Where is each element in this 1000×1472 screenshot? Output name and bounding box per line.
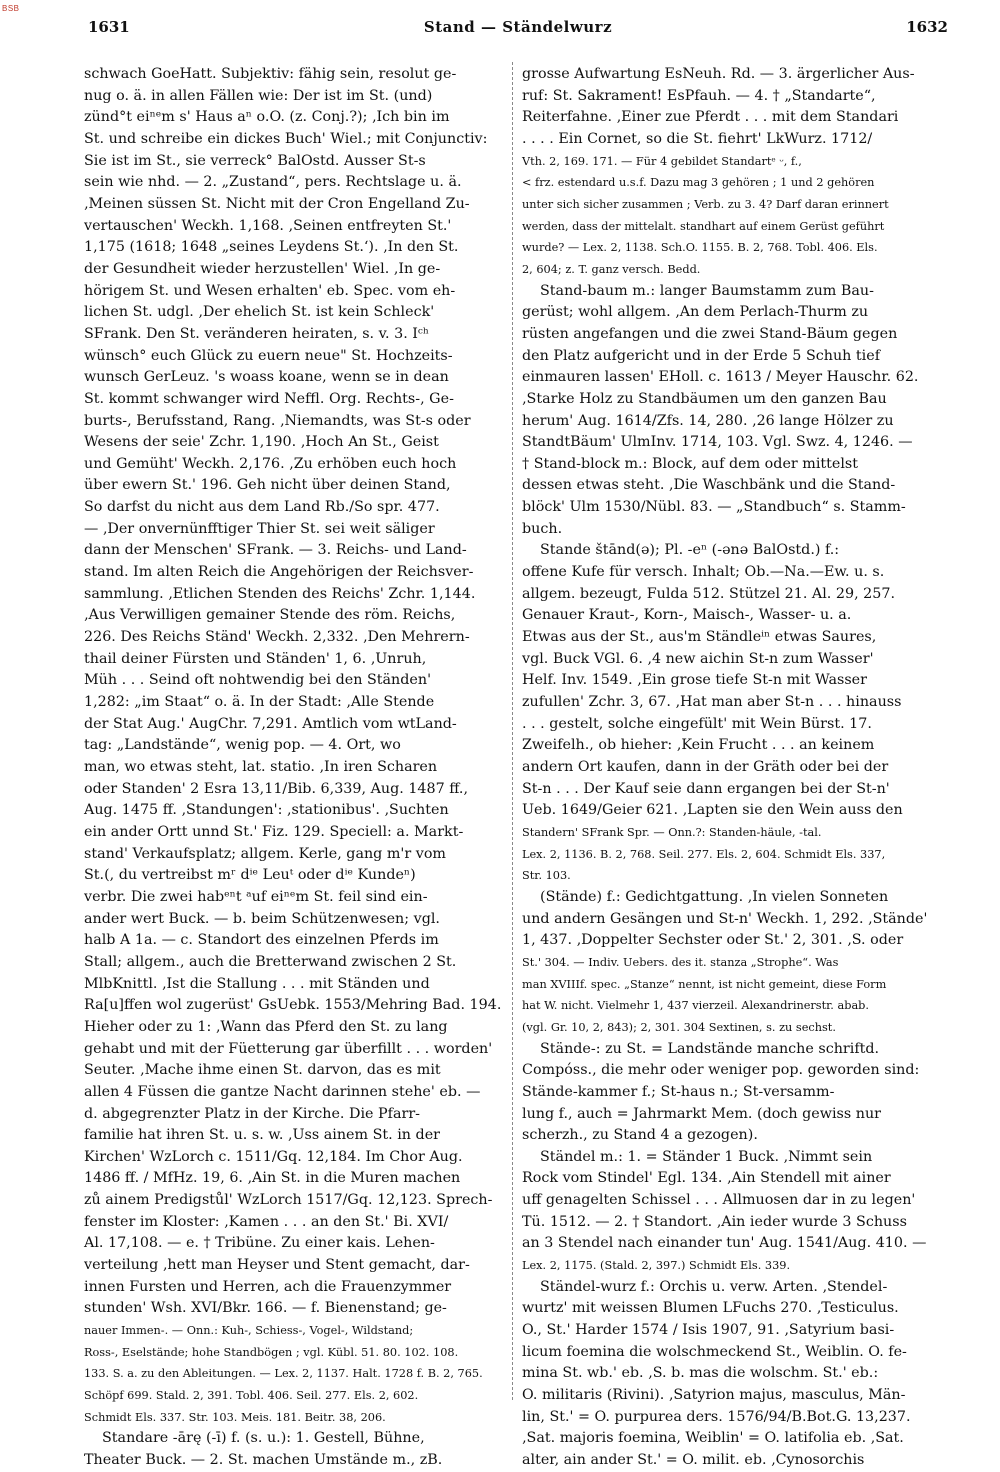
text-line: andern Ort kaufen, dann in der Gräth oder bei der [522, 759, 889, 775]
text-line: Stande štānd(ə); Pl. -eⁿ (-ənə BalOstd.) f.: [540, 542, 840, 559]
text-line: sein wie nhd. — 2. „Zustand“, pers. Rechtslage u. ä. [84, 174, 462, 191]
text-line: Kirchen' WzLorch c. 1511/Gq. 12,184. Im Chor Aug. [84, 1148, 463, 1165]
text-line: lichen St. udgl. ‚Der ehelich St. ist kein Schleck' [84, 304, 435, 321]
text-line: Müh . . . Seind oft nohtwendig bei den Ständen' [84, 672, 431, 689]
text-line: lung f., auch = Jahrmarkt Mem. (doch gewiss nur [522, 1105, 882, 1122]
text-line: man, wo etwas steht, lat. statio. ‚In iren Scharen [84, 759, 438, 775]
text-line: schwach GoeHatt. Subjektiv: fähig sein, resolut ge- [84, 66, 457, 82]
text-line: Standare -ārę (-ī) f. (s. u.): 1. Gestell, Bühne, [102, 1430, 425, 1447]
text-line: herum' Aug. 1614/Zfs. 14, 280. ‚26 lange Hölzer zu [522, 412, 894, 429]
text-line: Ständel-wurz f.: Orchis u. verw. Arten. ‚Stendel- [540, 1278, 888, 1295]
text-line: 133. S. a. zu den Ableitungen. — Lex. 2, 1137. Halt. 1728 f. B. 2, 765. [84, 1367, 483, 1381]
text-line: (vgl. Gr. 10, 2, 843); 2, 301. 304 Sextinen, s. zu sechst. [522, 1020, 836, 1034]
text-line: 1486 ff. / MfHz. 19, 6. ‚Ain St. in die Muren machen [84, 1170, 461, 1187]
text-line: ‚Meinen süssen St. Nicht mit der Cron Engelland Zu- [84, 195, 470, 212]
text-line: und Gemüht' Weckh. 2,176. ‚Zu erhöben euch hoch [84, 455, 457, 472]
text-line: 1, 437. ‚Doppelter Sechster oder St.' 2, 301. ‚S. oder [522, 932, 904, 949]
left-column [84, 64, 516, 1468]
text-line: SFrank. Den St. veränderen heiraten, s. v. 3. Iᶜʰ [84, 325, 430, 342]
text-line: stunden' Wsh. XVI/Bkr. 166. — f. Bienenstand; ge- [84, 1300, 447, 1317]
text-line: zufullen' Zchr. 3, 67. ‚Hat man aber St-n . . . hinauss [522, 694, 902, 711]
text-line: Lex. 2, 1175. (Stald. 2, 397.) Schmidt Els. 339. [522, 1259, 791, 1273]
text-line: Etwas aus der St., aus'm Ständleⁱⁿ etwas Saures, [522, 629, 877, 646]
text-line: an 3 Stendel nach einander tun' Aug. 1541/Aug. 410. — [522, 1235, 927, 1252]
text-line: zů ainem Predigstůl' WzLorch 1517/Gq. 12,123. Sprech- [84, 1192, 493, 1209]
text-line: unter sich sicher zusammen ; Verb. zu 3. 4? Darf daran erinnert [522, 197, 889, 211]
text-line: Hieher oder zu 1: ‚Wann das Pferd den St. zu lang [84, 1018, 448, 1035]
text-line: O. militaris (Rivini). ‚Satyrion majus, masculus, Män- [522, 1387, 906, 1404]
text-line: der Stat Aug.' AugChr. 7,291. Amtlich vom wtLand- [84, 715, 457, 732]
text-line: ‚Sat. majoris foemina, Weiblin' = O. latifolia eb. ‚Sat. [522, 1430, 904, 1447]
page-number-left: 1631 [88, 18, 130, 36]
text-line: dann der Menschen' SFrank. — 3. Reichs- und Land- [84, 542, 467, 559]
text-line: 1,175 (1618; 1648 „seines Leydens St.‘). ‚In den St. [84, 239, 459, 256]
text-line: So darfst du nicht aus dem Land Rb./So spr. 477. [84, 499, 440, 516]
text-line: Ross-, Eselstände; hohe Standbögen ; vgl. Kübl. 51. 80. 102. 108. [84, 1345, 459, 1359]
text-line: sammlung. ‚Etlichen Stenden des Reichs' Zchr. 1,144. [84, 585, 476, 602]
text-line: — ‚Der onvernünfftiger Thier St. sei weit säliger [84, 520, 435, 537]
text-line: allgem. bezeugt, Fulda 512. Stützel 21. Al. 29, 257. [522, 585, 896, 602]
library-stamp: BSB [2, 4, 20, 13]
text-line: 1,282: „im Staat“ o. ä. In der Stadt: ‚Alle Stende [84, 694, 435, 711]
text-line: Schmidt Els. 337. Str. 103. Meis. 181. Beitr. 38, 206. [84, 1410, 386, 1424]
text-line: Ra[u]ffen wol zugerüst' GsUebk. 1553/Mehring Bad. 194. [84, 997, 502, 1014]
text-line: rüsten angefangen und die zwei Stand-Bäum gegen [522, 325, 898, 342]
text-line: halb A 1a. — c. Standort des einzelnen Pferds im [84, 932, 439, 949]
text-line: wünsch° euch Glück zu euern neue" St. Hochzeits- [84, 347, 453, 364]
text-line: einmauren lassen' EHoll. c. 1613 / Meyer Hauschr. 62. [522, 369, 919, 386]
text-line: St-n . . . Der Kauf seie dann ergangen bei der St-n' [522, 780, 890, 797]
text-line: Vth. 2, 169. 171. — Für 4 gebildet Standartᵉ ᵕ, f., [522, 154, 802, 168]
text-line: Stall; allgem., auch die Bretterwand zwischen 2 St. [84, 953, 457, 970]
page-header [88, 18, 948, 48]
text-line: nug o. ä. in allen Fällen wie: Der ist im St. (und) [84, 87, 433, 104]
text-line: Standern' SFrank Spr. — Onn.?: Standen-häule, -tal. [522, 825, 822, 839]
text-line: d. abgegrenzter Platz in der Kirche. Die Pfarr- [84, 1105, 420, 1122]
text-line: werden, dass der mittelalt. standhart auf einem Gerüst geführt [522, 219, 885, 233]
text-line: mina St. wb.' eb. ‚S. b. mas die wolschm. St.' eb.: [522, 1365, 879, 1382]
text-line: Seuter. ‚Mache ihme einen St. darvon, das es mit [84, 1062, 441, 1079]
text-line: grosse Aufwartung EsNeuh. Rd. — 3. ärgerlicher Aus- [522, 66, 915, 82]
text-line: uff genagelten Schissel . . . Allmuosen dar in zu legen' [522, 1192, 916, 1209]
text-line: oder Standen' 2 Esra 13,11/Bib. 6,339, Aug. 1487 ff., [84, 780, 469, 797]
text-line: Ständel m.: 1. = Ständer 1 Buck. ‚Nimmt sein [540, 1148, 873, 1165]
text-line: St.' 304. — Indiv. Uebers. des it. stanza „Strophe“. Was [522, 955, 839, 969]
text-line: innen Fursten und Herren, ach die Frauenzymmer [84, 1278, 452, 1295]
text-line: verteilung ‚hett man Heyser und Stent gemacht, dar- [84, 1257, 470, 1274]
text-line: Genauer Kraut-, Korn-, Maisch-, Wasser- u. a. [522, 607, 852, 624]
text-line: Stand-baum m.: langer Baumstamm zum Bau- [540, 282, 874, 299]
text-line: . . . . Ein Cornet, so die St. fiehrt' LkWurz. 1712/ [522, 130, 873, 147]
text-line: 226. Des Reichs Ständ' Weckh. 2,332. ‚Den Mehrern- [84, 629, 470, 646]
text-line: (Stände) f.: Gedichtgattung. ‚In vielen Sonneten [540, 888, 889, 905]
text-line: ein ander Ortt unnd St.' Fiz. 129. Speciell: a. Markt- [84, 823, 464, 840]
text-line: alter, ain ander St.' = O. milit. eb. ‚Cynosorchis [522, 1452, 865, 1468]
text-line: familie hat ihren St. u. s. w. ‚Uss ainem St. in der [84, 1127, 441, 1144]
text-line: zünd°t eiⁿᵉm s' Haus aⁿ o.O. (z. Conj.?); ‚Ich bin im [84, 109, 450, 126]
text-line: MlbKnittl. ‚Ist die Stallung . . . mit Ständen und [84, 975, 430, 992]
text-line: . . . gestelt, solche eingefült' mit Wein Bürst. 17. [522, 715, 872, 732]
page-number-right: 1632 [906, 18, 948, 36]
text-line: Wesens der seie' Zchr. 1,190. ‚Hoch An St., Geist [84, 434, 439, 451]
text-line: O., St.' Harder 1574 / Isis 1907, 91. ‚Satyrium basi- [522, 1322, 895, 1339]
text-line: lin, St.' = O. purpurea ders. 1576/94/B.Bot.G. 13,237. [522, 1408, 911, 1425]
text-line: den Platz aufgericht und in der Erde 5 Schuh tief [522, 347, 880, 364]
text-line: < frz. estendard u.s.f. Dazu mag 3 gehören ; 1 und 2 gehören [522, 176, 875, 190]
text-line: St.(, du vertreibst mʳ dⁱᵉ Leuᵗ oder dⁱᵉ Kundeⁿ) [84, 867, 416, 884]
text-line: StandtBäum' UlmInv. 1714, 103. Vgl. Swz. 4, 1246. — [522, 434, 913, 451]
text-line: ‚Aus Verwilligen gemainer Stende des röm. Reichs, [84, 607, 456, 624]
text-line: vertauschen' Weckh. 1,168. ‚Seinen entfreyten St.' [84, 217, 452, 234]
text-line: wurde? — Lex. 2, 1138. Sch.O. 1155. B. 2, 768. Tobl. 406. Els. [522, 241, 878, 255]
text-line: Stände-: zu St. = Landstände manche schriftd. [540, 1040, 880, 1057]
text-line: und andern Gesängen und St-n' Weckh. 1, 292. ‚Stände' [522, 910, 928, 927]
text-line: vgl. Buck VGl. 6. ‚4 new aichin St-n zum Wasser' [522, 650, 874, 667]
text-line: dessen etwas steht. ‚Die Waschbänk und die Stand- [522, 477, 896, 494]
text-line: licum foemina die wolschmeckend St., Weiblin. O. fe- [522, 1343, 907, 1360]
text-line: buch. [522, 520, 563, 537]
text-line: burts-, Berufsstand, Rang. ‚Niemandts, was St-s oder [84, 412, 471, 429]
text-line: St. und schreibe ein dickes Buch' Wiel.; mit Conjunctiv: [84, 130, 488, 147]
text-line: stand. Im alten Reich die Angehörigen der Reichsver- [84, 564, 474, 581]
text-line: nauer Immen-. — Onn.: Kuh-, Schiess-, Vogel-, Wildstand; [84, 1324, 414, 1338]
text-line: wunsch GerLeuz. 's woass koane, wenn se in dean [84, 369, 449, 386]
text-line: der Gesundheit wieder herzustellen' Wiel. ‚In ge- [84, 260, 441, 277]
text-line: hat W. nicht. Vielmehr 1, 437 vierzeil. Alexandrinerstr. abab. [522, 999, 870, 1013]
text-line: man XVIIIf. spec. „Stanze“ nennt, ist nicht gemeint, diese Form [522, 977, 887, 991]
text-line: verbr. Die zwei habᵉⁿt ᵃuf eiⁿᵉm St. feil sind ein- [84, 888, 428, 905]
text-line: stand' Verkaufsplatz; allgem. Kerle, gang m'r vom [84, 845, 446, 862]
text-line: Helf. Inv. 1549. ‚Ein grose tiefe St-n mit Wasser [522, 672, 867, 689]
text-line: Compóss., die mehr oder weniger pop. geworden sind: [522, 1062, 920, 1079]
text-line: ander wert Buck. — b. beim Schützenwesen; vgl. [84, 910, 440, 927]
text-line: Schöpf 699. Stald. 2, 391. Tobl. 406. Seil. 277. Els. 2, 602. [84, 1389, 419, 1403]
text-line: fenster im Kloster: ‚Kamen . . . an den St.' Bi. XVI/ [84, 1213, 449, 1230]
text-line: Ueb. 1649/Geier 621. ‚Lapten sie den Wein auss den [522, 802, 903, 819]
text-line: Zweifelh., ob hieher: ‚Kein Frucht . . . an keinem [522, 737, 875, 754]
text-line: † Stand-block m.: Block, auf dem oder mittelst [522, 455, 859, 472]
text-line: 2, 604; z. T. ganz versch. Bedd. [522, 262, 701, 276]
text-line: hörigem St. und Wesen erhalten' eb. Spec. vom eh- [84, 282, 456, 299]
text-line: tag: „Landstände“, wenig pop. — 4. Ort, wo [84, 737, 401, 754]
text-line: gerüst; wohl allgem. ‚An dem Perlach-Thurm zu [522, 304, 869, 321]
text-line: Sie ist im St., sie verreck° BalOstd. Ausser St-s [84, 152, 426, 169]
text-line: allen 4 Füssen die gantze Nacht darinnen stehe' eb. — [84, 1083, 481, 1100]
text-line: Reiterfahne. ‚Einer zue Pferdt . . . mit dem Standari [522, 109, 899, 126]
text-line: über ewern St.' 196. Geh nicht über deinen Stand, [84, 477, 451, 494]
text-line: ‚Starke Holz zu Standbäumen um den ganzen Bau [522, 390, 887, 407]
text-line: Tü. 1512. — 2. † Standort. ‚Ain ieder wurde 3 Schuss [522, 1213, 907, 1230]
text-line: Theater Buck. — 2. St. machen Umstände m., zB. [84, 1452, 443, 1468]
text-line: blöck' Ulm 1530/Nübl. 83. — „Standbuch“ s. Stamm- [522, 499, 906, 516]
text-line: Al. 17,108. — e. † Tribüne. Zu einer kais. Lehen- [84, 1235, 435, 1252]
text-line: ruf: St. Sakrament! EsPfauh. — 4. † „Standarte“, [522, 87, 876, 104]
text-line: Aug. 1475 ff. ‚Standungen': ‚stationibus'. ‚Suchten [84, 802, 449, 819]
text-line: St. kommt schwanger wird Neffl. Org. Rechts-, Ge- [84, 390, 454, 407]
text-line: Rock vom Stindel' Egl. 134. ‚Ain Stendell mit ainer [522, 1170, 891, 1187]
right-column [522, 64, 954, 1468]
running-title: Stand — Ständelwurz [423, 18, 613, 36]
text-line: wurtz' mit weissen Blumen LFuchs 270. ‚Testiculus. [522, 1300, 899, 1317]
text-line: Lex. 2, 1136. B. 2, 768. Seil. 277. Els. 2, 604. Schmidt Els. 337, [522, 847, 886, 861]
text-line: thail deiner Fürsten und Ständen' 1, 6. ‚Unruh, [84, 650, 427, 667]
text-line: offene Kufe für versch. Inhalt; Ob.—Na.—Ew. u. s. [522, 564, 885, 581]
text-line: scherzh., zu Stand 4 a gezogen). [522, 1127, 758, 1144]
text-line: gehabt und mit der Füetterung gar überfillt . . . worden' [84, 1040, 493, 1057]
text-line: Stände-kammer f.; St-haus n.; St-versamm- [522, 1083, 835, 1100]
text-line: Str. 103. [522, 869, 571, 883]
